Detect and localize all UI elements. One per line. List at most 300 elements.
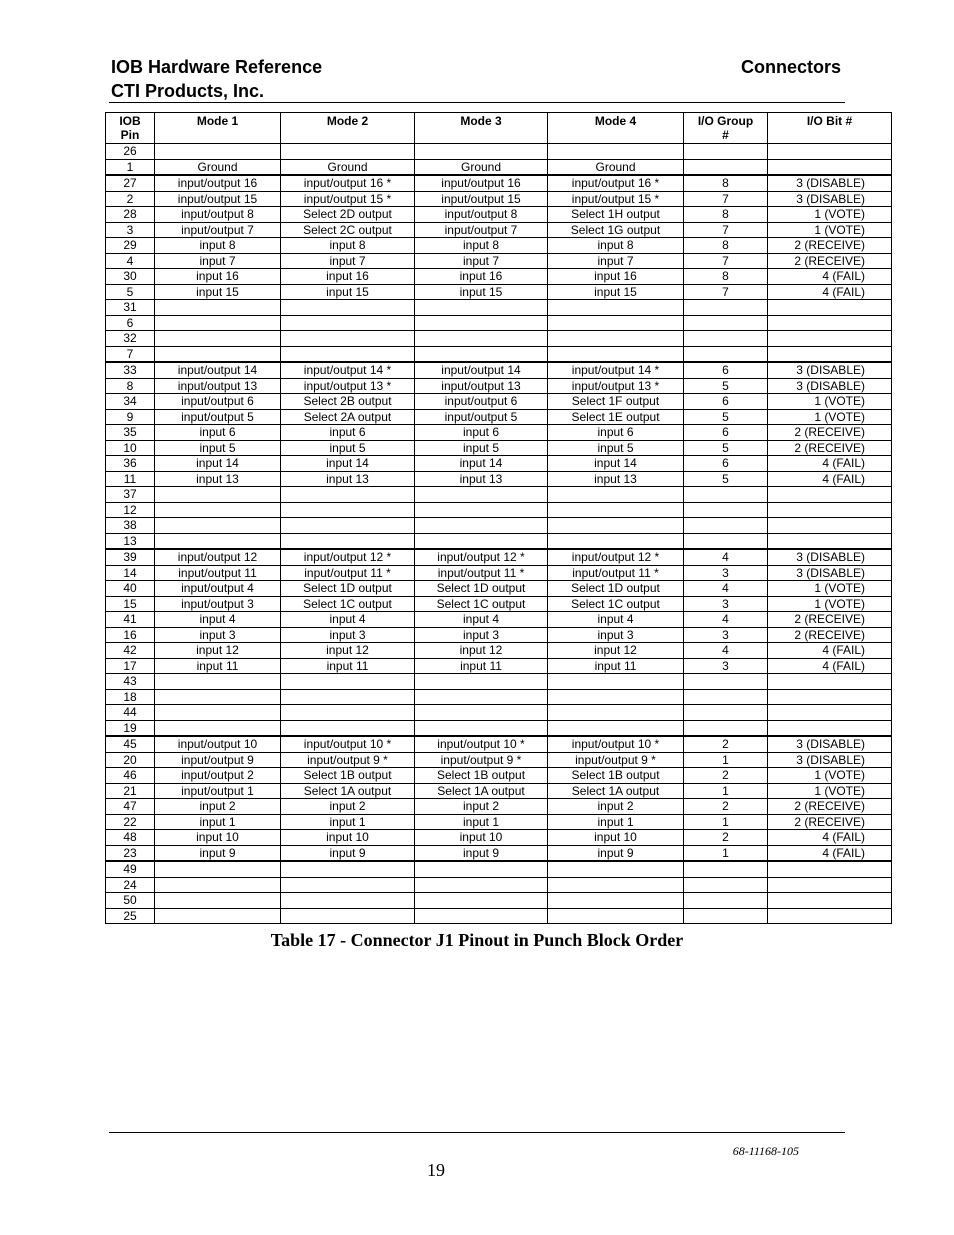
table-cell: [684, 705, 768, 721]
table-cell: Select 1B output: [415, 768, 548, 784]
table-cell: 31: [106, 300, 155, 316]
table-cell: 11: [106, 471, 155, 487]
table-cell: input 1: [548, 814, 684, 830]
table-cell: Select 2A output: [281, 409, 415, 425]
table-cell: 7: [684, 284, 768, 300]
table-cell: 2: [106, 191, 155, 207]
table-row: [106, 643, 892, 659]
table-cell: 4: [684, 643, 768, 659]
table-cell: input 8: [281, 238, 415, 254]
table-cell: 32: [106, 331, 155, 347]
table-cell: 17: [106, 658, 155, 674]
table-cell: [548, 674, 684, 690]
table-row: [106, 144, 892, 160]
table-cell: [155, 908, 281, 924]
table-row: [106, 845, 892, 861]
table-cell: input/output 15 *: [281, 191, 415, 207]
table-cell: input 9: [155, 845, 281, 861]
table-cell: 4: [684, 612, 768, 628]
column-header: I/O Bit #: [768, 113, 892, 144]
table-cell: input 12: [281, 643, 415, 659]
table-cell: 20: [106, 752, 155, 768]
table-cell: input/output 14 *: [281, 362, 415, 378]
table-cell: [548, 720, 684, 736]
table-cell: input 4: [415, 612, 548, 628]
table-cell: input 2: [155, 799, 281, 815]
table-cell: input/output 13: [415, 378, 548, 394]
table-row: [106, 315, 892, 331]
table-cell: input/output 14: [415, 362, 548, 378]
table-cell: input 15: [155, 284, 281, 300]
table-cell: [281, 720, 415, 736]
table-cell: [281, 487, 415, 503]
table-cell: [281, 518, 415, 534]
table-cell: 48: [106, 830, 155, 846]
table-cell: 16: [106, 627, 155, 643]
table-cell: 8: [684, 207, 768, 223]
table-cell: input 7: [415, 253, 548, 269]
table-cell: [548, 144, 684, 160]
column-header: Mode 2: [281, 113, 415, 144]
table-cell: input/output 6: [155, 394, 281, 410]
table-cell: [281, 877, 415, 893]
table-cell: 43: [106, 674, 155, 690]
table-cell: [155, 331, 281, 347]
table-cell: 19: [106, 720, 155, 736]
table-cell: 4 (FAIL): [768, 456, 892, 472]
table-row: [106, 471, 892, 487]
table-cell: input/output 11 *: [548, 565, 684, 581]
table-row: [106, 705, 892, 721]
table-cell: 1 (VOTE): [768, 581, 892, 597]
table-cell: input 3: [415, 627, 548, 643]
table-cell: input 14: [415, 456, 548, 472]
table-cell: [155, 861, 281, 877]
column-header-line: Pin: [120, 128, 140, 142]
table-cell: 6: [684, 456, 768, 472]
table-cell: input 15: [281, 284, 415, 300]
table-cell: [415, 502, 548, 518]
table-cell: input 2: [281, 799, 415, 815]
table-cell: input/output 15: [155, 191, 281, 207]
table-cell: 22: [106, 814, 155, 830]
table-cell: 10: [106, 440, 155, 456]
table-cell: 1: [684, 783, 768, 799]
table-cell: 1: [684, 845, 768, 861]
table-cell: 41: [106, 612, 155, 628]
table-cell: input/output 12 *: [548, 549, 684, 565]
table-cell: input 6: [548, 425, 684, 441]
page-number: 19: [427, 1160, 445, 1180]
table-cell: [768, 689, 892, 705]
table-cell: 33: [106, 362, 155, 378]
table-cell: input/output 12 *: [415, 549, 548, 565]
table-cell: [155, 518, 281, 534]
table-cell: [415, 300, 548, 316]
table-row: [106, 487, 892, 503]
table-cell: 2 (RECEIVE): [768, 425, 892, 441]
table-cell: [415, 861, 548, 877]
table-row: [106, 300, 892, 316]
table-cell: [768, 502, 892, 518]
table-row: [106, 877, 892, 893]
table-cell: [768, 518, 892, 534]
table-cell: [684, 674, 768, 690]
table-cell: input/output 9: [155, 752, 281, 768]
table-cell: 3: [684, 565, 768, 581]
table-row: [106, 238, 892, 254]
table-row: [106, 736, 892, 752]
table-cell: input/output 16: [155, 175, 281, 191]
table-cell: input 8: [415, 238, 548, 254]
table-cell: [548, 346, 684, 362]
table-cell: 5: [684, 378, 768, 394]
table-cell: [155, 144, 281, 160]
table-cell: 2 (RECEIVE): [768, 612, 892, 628]
table-row: [106, 518, 892, 534]
table-cell: 29: [106, 238, 155, 254]
table-row: [106, 175, 892, 191]
table-cell: input/output 16 *: [548, 175, 684, 191]
table-cell: Select 1F output: [548, 394, 684, 410]
table-cell: [281, 689, 415, 705]
table-cell: input/output 6: [415, 394, 548, 410]
table-cell: Select 1C output: [415, 596, 548, 612]
table-row: [106, 689, 892, 705]
table-cell: 14: [106, 565, 155, 581]
table-cell: input 13: [415, 471, 548, 487]
table-row: [106, 533, 892, 549]
table-row: [106, 191, 892, 207]
table-cell: input 10: [155, 830, 281, 846]
table-cell: [415, 877, 548, 893]
table-cell: [415, 487, 548, 503]
table-cell: 37: [106, 487, 155, 503]
table-cell: 1: [684, 814, 768, 830]
table-cell: Ground: [155, 159, 281, 175]
table-cell: 27: [106, 175, 155, 191]
table-cell: 40: [106, 581, 155, 597]
table-row: [106, 346, 892, 362]
table-cell: 8: [684, 269, 768, 285]
table-cell: [155, 346, 281, 362]
table-cell: [548, 502, 684, 518]
table-cell: [281, 346, 415, 362]
table-cell: 26: [106, 144, 155, 160]
table-row: [106, 581, 892, 597]
table-cell: [768, 893, 892, 909]
table-cell: input 13: [155, 471, 281, 487]
table-cell: Select 1A output: [548, 783, 684, 799]
table-row: [106, 658, 892, 674]
table-cell: Select 1C output: [281, 596, 415, 612]
table-cell: 50: [106, 893, 155, 909]
table-cell: [768, 877, 892, 893]
table-cell: Select 1D output: [415, 581, 548, 597]
table-cell: 7: [684, 222, 768, 238]
table-cell: input 12: [155, 643, 281, 659]
table-cell: 4: [106, 253, 155, 269]
table-cell: Select 1B output: [281, 768, 415, 784]
table-cell: input 1: [281, 814, 415, 830]
table-cell: input/output 8: [155, 207, 281, 223]
table-cell: input 13: [281, 471, 415, 487]
table-cell: [684, 518, 768, 534]
table-cell: input/output 16: [415, 175, 548, 191]
table-cell: input 9: [415, 845, 548, 861]
table-cell: input/output 12 *: [281, 549, 415, 565]
table-cell: 42: [106, 643, 155, 659]
table-cell: [684, 487, 768, 503]
table-cell: [281, 861, 415, 877]
table-cell: [768, 300, 892, 316]
table-cell: 1 (VOTE): [768, 596, 892, 612]
table-cell: input 14: [155, 456, 281, 472]
table-cell: [281, 502, 415, 518]
table-cell: [684, 861, 768, 877]
table-cell: [155, 487, 281, 503]
table-cell: input/output 14: [155, 362, 281, 378]
table-cell: input 11: [548, 658, 684, 674]
table-cell: input 6: [155, 425, 281, 441]
table-cell: [155, 502, 281, 518]
table-cell: 24: [106, 877, 155, 893]
table-cell: [415, 705, 548, 721]
table-cell: 1 (VOTE): [768, 783, 892, 799]
table-cell: 44: [106, 705, 155, 721]
table-cell: [548, 908, 684, 924]
table-cell: Select 1A output: [415, 783, 548, 799]
column-header: Mode 4: [548, 113, 684, 144]
table-cell: [281, 705, 415, 721]
table-row: [106, 627, 892, 643]
table-cell: input/output 9 *: [281, 752, 415, 768]
table-cell: [415, 144, 548, 160]
table-cell: input/output 12: [155, 549, 281, 565]
table-cell: Ground: [281, 159, 415, 175]
table-cell: input 14: [548, 456, 684, 472]
table-cell: 4 (FAIL): [768, 471, 892, 487]
table-row: [106, 720, 892, 736]
table-row: [106, 269, 892, 285]
table-cell: [684, 689, 768, 705]
table-cell: [684, 893, 768, 909]
table-cell: Select 2B output: [281, 394, 415, 410]
table-cell: [768, 159, 892, 175]
table-cell: input/output 13 *: [281, 378, 415, 394]
table-row: [106, 908, 892, 924]
table-cell: [684, 877, 768, 893]
table-cell: [548, 877, 684, 893]
table-row: [106, 425, 892, 441]
table-row: [106, 207, 892, 223]
table-cell: input/output 10 *: [415, 736, 548, 752]
table-row: [106, 814, 892, 830]
table-cell: [281, 893, 415, 909]
table-cell: input 15: [415, 284, 548, 300]
table-cell: [281, 144, 415, 160]
table-cell: 1: [684, 752, 768, 768]
table-cell: input/output 16 *: [281, 175, 415, 191]
table-cell: input/output 10 *: [548, 736, 684, 752]
table-row: [106, 331, 892, 347]
table-cell: 2: [684, 768, 768, 784]
table-cell: input 4: [155, 612, 281, 628]
table-cell: input/output 15: [415, 191, 548, 207]
table-cell: [548, 705, 684, 721]
table-cell: 2 (RECEIVE): [768, 238, 892, 254]
column-header-line: IOB: [119, 114, 141, 128]
table-cell: Select 1C output: [548, 596, 684, 612]
table-cell: Select 2D output: [281, 207, 415, 223]
table-cell: input 9: [548, 845, 684, 861]
table-cell: 1 (VOTE): [768, 768, 892, 784]
table-row: [106, 284, 892, 300]
table-cell: [155, 674, 281, 690]
table-cell: input 16: [415, 269, 548, 285]
table-cell: 34: [106, 394, 155, 410]
table-cell: input 5: [548, 440, 684, 456]
table-cell: 35: [106, 425, 155, 441]
table-row: [106, 502, 892, 518]
table-cell: [768, 144, 892, 160]
table-cell: 3: [106, 222, 155, 238]
column-header: Mode 3: [415, 113, 548, 144]
table-cell: input/output 3: [155, 596, 281, 612]
table-cell: input 2: [548, 799, 684, 815]
table-cell: input/output 4: [155, 581, 281, 597]
table-cell: 6: [684, 394, 768, 410]
table-cell: 1 (VOTE): [768, 222, 892, 238]
table-row: [106, 799, 892, 815]
table-cell: 47: [106, 799, 155, 815]
table-cell: 2 (RECEIVE): [768, 627, 892, 643]
table-cell: [768, 315, 892, 331]
table-cell: input 3: [155, 627, 281, 643]
table-cell: input 10: [281, 830, 415, 846]
table-row: [106, 565, 892, 581]
table-cell: 3: [684, 627, 768, 643]
table-cell: [415, 533, 548, 549]
table-cell: 39: [106, 549, 155, 565]
table-cell: 7: [684, 191, 768, 207]
table-cell: input/output 13: [155, 378, 281, 394]
table-cell: [768, 331, 892, 347]
table-cell: input 7: [281, 253, 415, 269]
table-cell: Ground: [548, 159, 684, 175]
table-cell: [155, 877, 281, 893]
table-cell: 4: [684, 581, 768, 597]
table-row: [106, 222, 892, 238]
section-title: Connectors: [740, 57, 841, 77]
table-cell: [768, 346, 892, 362]
table-cell: [281, 533, 415, 549]
table-row: [106, 596, 892, 612]
table-cell: 4 (FAIL): [768, 643, 892, 659]
table-cell: 2 (RECEIVE): [768, 440, 892, 456]
table-cell: input/output 11: [155, 565, 281, 581]
table-cell: input/output 15 *: [548, 191, 684, 207]
footer-divider: [109, 1132, 845, 1133]
table-row: [106, 159, 892, 175]
table-header-row: [106, 113, 892, 144]
table-cell: 23: [106, 845, 155, 861]
table-cell: [548, 331, 684, 347]
table-cell: 4 (FAIL): [768, 658, 892, 674]
table-row: [106, 752, 892, 768]
table-cell: input 7: [155, 253, 281, 269]
table-cell: [281, 331, 415, 347]
table-cell: input 11: [155, 658, 281, 674]
table-cell: 3 (DISABLE): [768, 752, 892, 768]
table-cell: [548, 315, 684, 331]
table-cell: [281, 908, 415, 924]
table-cell: 3 (DISABLE): [768, 565, 892, 581]
table-cell: [155, 893, 281, 909]
table-cell: input/output 9 *: [415, 752, 548, 768]
table-cell: [684, 144, 768, 160]
table-cell: input 12: [415, 643, 548, 659]
table-row: [106, 362, 892, 378]
table-cell: [548, 533, 684, 549]
table-cell: 7: [106, 346, 155, 362]
pinout-table: [105, 112, 892, 924]
table-cell: [415, 315, 548, 331]
table-cell: input/output 13 *: [548, 378, 684, 394]
table-cell: [415, 346, 548, 362]
table-cell: input 5: [281, 440, 415, 456]
table-cell: [768, 720, 892, 736]
table-cell: Select 1B output: [548, 768, 684, 784]
table-row: [106, 893, 892, 909]
table-cell: input 16: [281, 269, 415, 285]
table-row: [106, 456, 892, 472]
table-cell: [684, 533, 768, 549]
table-cell: [415, 908, 548, 924]
table-cell: input 3: [548, 627, 684, 643]
table-cell: input 2: [415, 799, 548, 815]
table-cell: [768, 487, 892, 503]
table-cell: 38: [106, 518, 155, 534]
table-cell: Ground: [415, 159, 548, 175]
table-cell: 1 (VOTE): [768, 394, 892, 410]
table-cell: 21: [106, 783, 155, 799]
table-row: [106, 409, 892, 425]
table-cell: 46: [106, 768, 155, 784]
table-cell: input 10: [415, 830, 548, 846]
table-cell: input/output 10 *: [281, 736, 415, 752]
table-cell: 5: [106, 284, 155, 300]
table-row: [106, 830, 892, 846]
table-cell: input 16: [155, 269, 281, 285]
table-cell: input/output 14 *: [548, 362, 684, 378]
table-cell: 7: [684, 253, 768, 269]
table-cell: [155, 720, 281, 736]
table-cell: 2 (RECEIVE): [768, 253, 892, 269]
table-cell: 2: [684, 736, 768, 752]
table-cell: input 3: [281, 627, 415, 643]
table-cell: 9: [106, 409, 155, 425]
table-cell: [548, 893, 684, 909]
table-cell: [281, 674, 415, 690]
table-row: [106, 768, 892, 784]
table-row: [106, 253, 892, 269]
table-cell: [684, 720, 768, 736]
table-cell: [548, 861, 684, 877]
table-cell: Select 1E output: [548, 409, 684, 425]
column-header: [106, 113, 155, 144]
table-cell: [768, 533, 892, 549]
